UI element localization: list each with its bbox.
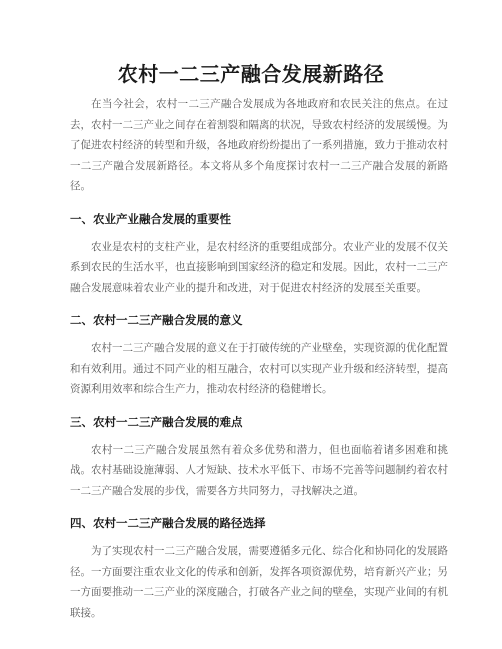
section-paragraph: 农村一二三产融合发展虽然有着众多优势和潜力，但也面临着诸多困难和挑战。农村基础设施薄弱、人才短缺、技术水平低下、市场不完善等问题制约着农村一二三产融合发展的步伐，需要各方共同努力，寻找解决之道。 [70, 443, 448, 497]
intro-paragraph: 在当今社会，农村一二三产融合发展成为各地政府和农民关注的焦点。在过去，农村一二三产业之间存在着割裂和隔离的状况，导致农村经济的发展缓慢。为了促进农村经济的转型和升级，各地政府纷纷提出了一系列措施，致力于推动农村一二三产融合发展新路径。本文将从多个角度探讨农村一二三产融合发展的新路径。 [70, 98, 448, 192]
section-3 [70, 413, 448, 502]
section-2 [70, 311, 448, 400]
section-paragraph: 农业是农村的支柱产业，是农村经济的重要组成部分。农业产业的发展不仅关系到农民的生活水平，也直接影响到国家经济的稳定和发展。因此，农村一二三产融合发展意味着农业产业的提升和改进，对于促进农村经济的发展至关重要。 [70, 240, 448, 294]
section-paragraph: 为了实现农村一二三产融合发展，需要遵循多元化、综合化和协同化的发展路径。一方面要注重农业文化的传承和创新，发挥各项资源优势，培育新兴产业；另一方面要推动一二三产业的深度融合，打破各产业之间的壁垒，实现产业间的有机联接。 [70, 545, 448, 619]
section-paragraph: 农村一二三产融合发展的意义在于打破传统的产业壁垒，实现资源的优化配置和有效利用。通过不同产业的相互融合，农村可以实现产业升级和经济转型，提高资源利用效率和综合生产力，推动农村经济的稳健增长。 [70, 342, 448, 395]
section-heading: 三、农村一二三产融合发展的难点 [70, 414, 243, 429]
page-title: 农村一二三产融合发展新路径 [117, 62, 385, 86]
document-body [70, 94, 448, 623]
section-heading: 二、农村一二三产融合发展的意义 [70, 313, 243, 327]
section-heading: 四、农村一二三产融合发展的路径选择 [70, 516, 266, 530]
section-heading: 一、农业产业融合发展的重要性 [70, 211, 231, 226]
section-4 [70, 514, 448, 623]
section-1 [70, 210, 448, 299]
